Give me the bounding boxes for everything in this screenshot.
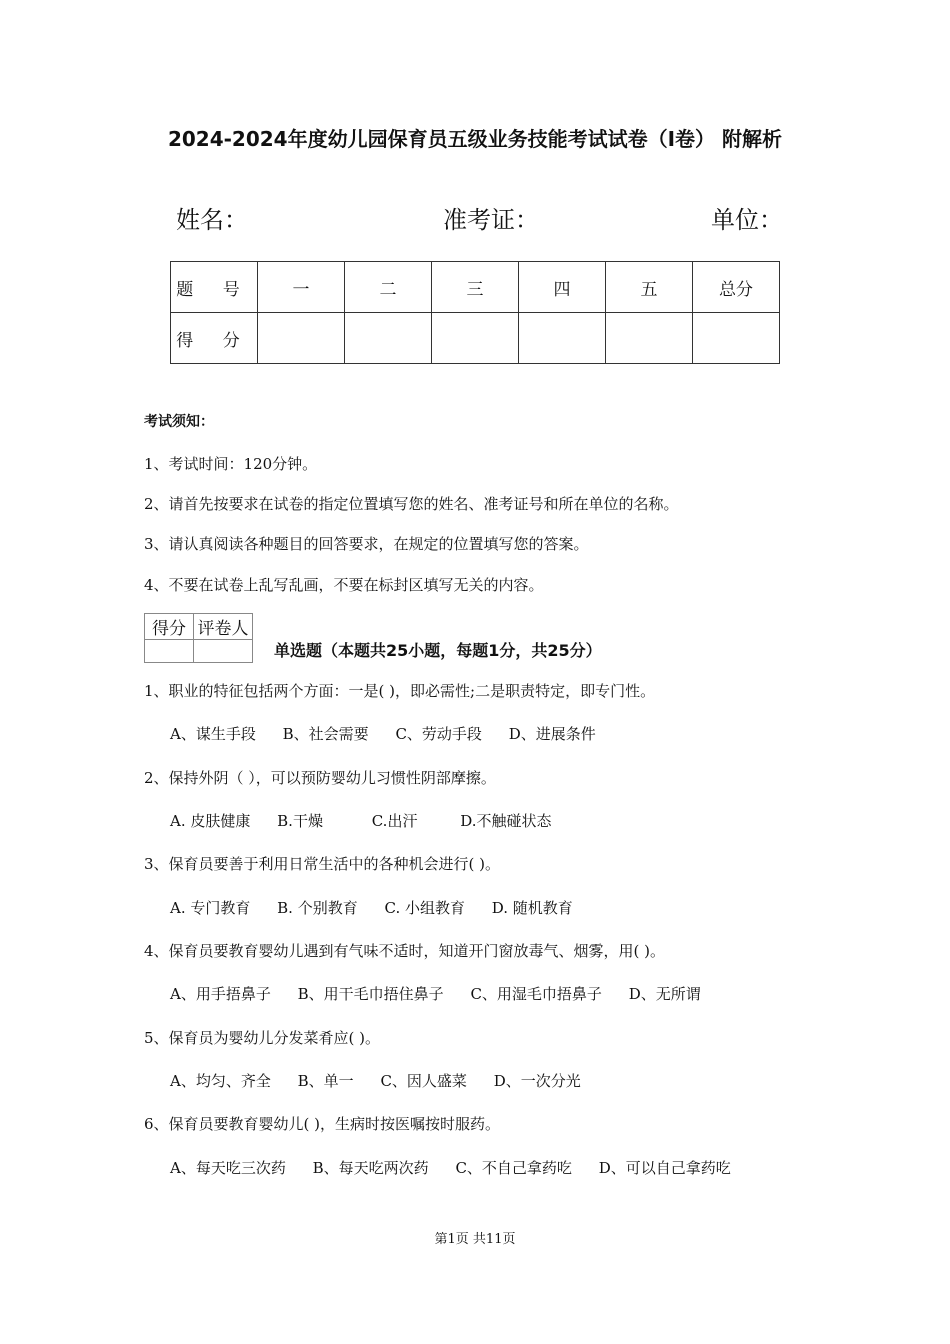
- candidate-fields: [0, 200, 950, 240]
- option[interactable]: C.出汗: [371, 812, 418, 830]
- grader-score-cell[interactable]: [145, 640, 194, 663]
- score-table-column: 五: [606, 262, 693, 313]
- notice-item: 2、请首先按要求在试卷的指定位置填写您的姓名、准考证号和所在单位的名称。: [144, 495, 679, 513]
- option[interactable]: A、每天吃三次药: [170, 1159, 286, 1177]
- document-title: 2024-2024年度幼儿园保育员五级业务技能考试试卷（I卷） 附解析: [167, 127, 783, 151]
- score-table-score-row: [171, 313, 780, 364]
- score-cell[interactable]: [432, 313, 519, 364]
- option[interactable]: D. 随机教育: [491, 899, 573, 917]
- notice-heading: 考试须知：: [144, 414, 214, 430]
- grader-score-label: 得分: [145, 614, 194, 640]
- question-text: 5、保育员为婴幼儿分发菜肴应( )。: [144, 1029, 381, 1047]
- notice-item: 4、不要在试卷上乱写乱画，不要在标封区填写无关的内容。: [144, 576, 544, 594]
- score-table-column: 总分: [693, 262, 780, 313]
- question-options: [170, 1070, 603, 1091]
- grader-name-cell[interactable]: [194, 640, 253, 663]
- option[interactable]: B、每天吃两次药: [312, 1159, 429, 1177]
- option[interactable]: B、单一: [297, 1072, 354, 1090]
- option[interactable]: B、用干毛巾捂住鼻子: [297, 985, 444, 1003]
- section-title: 单选题（本题共25小题，每题1分，共25分）: [274, 641, 602, 660]
- option[interactable]: D、一次分光: [493, 1072, 581, 1090]
- option[interactable]: A、用手捂鼻子: [170, 985, 271, 1003]
- option[interactable]: B. 个别教育: [277, 899, 358, 917]
- score-cell[interactable]: [258, 313, 345, 364]
- score-cell[interactable]: [345, 313, 432, 364]
- option[interactable]: C. 小组教育: [384, 899, 465, 917]
- option[interactable]: D、无所谓: [628, 985, 701, 1003]
- option[interactable]: A. 皮肤健康: [170, 812, 251, 830]
- score-table-header-label: 题 号: [171, 262, 258, 313]
- option[interactable]: C、劳动手段: [395, 725, 482, 743]
- option[interactable]: A、均匀、齐全: [170, 1072, 271, 1090]
- question-options: [170, 1157, 753, 1178]
- option[interactable]: B.干燥: [277, 812, 323, 830]
- option[interactable]: C、用湿毛巾捂鼻子: [470, 985, 602, 1003]
- question-options: [170, 983, 723, 1004]
- option[interactable]: C、因人盛菜: [380, 1072, 467, 1090]
- score-table-column: 二: [345, 262, 432, 313]
- score-table-column: 四: [519, 262, 606, 313]
- score-cell[interactable]: [519, 313, 606, 364]
- notice-item: 1、考试时间：120分钟。: [144, 455, 318, 473]
- score-table-row-label: 得 分: [171, 313, 258, 364]
- score-table: [170, 261, 780, 364]
- question-text: 2、保持外阴（ ），可以预防婴幼儿习惯性阴部摩擦。: [144, 769, 496, 787]
- grader-name-label: 评卷人: [194, 614, 253, 640]
- question-options: [170, 723, 618, 744]
- question-options: [170, 810, 574, 831]
- exam-id-field-label[interactable]: 准考证：: [443, 206, 539, 234]
- question-text: 4、保育员要教育婴幼儿遇到有气味不适时，知道开门窗放毒气、烟雾，用( )。: [144, 942, 666, 960]
- option[interactable]: A. 专门教育: [170, 899, 251, 917]
- option[interactable]: D、进展条件: [508, 725, 596, 743]
- score-cell[interactable]: [693, 313, 780, 364]
- question-text: 1、职业的特征包括两个方面：一是( )，即必需性;二是职责特定，即专门性。: [144, 682, 656, 700]
- name-field-label[interactable]: 姓名：: [176, 206, 248, 234]
- option[interactable]: D、可以自己拿药吃: [598, 1159, 731, 1177]
- notice-item: 3、请认真阅读各种题目的回答要求，在规定的位置填写您的答案。: [144, 535, 589, 553]
- grader-box: [144, 613, 253, 663]
- question-text: 6、保育员要教育婴幼儿( )，生病时按医嘱按时服药。: [144, 1115, 501, 1133]
- page-footer: 第1页 共11页: [434, 1232, 516, 1247]
- unit-field-label[interactable]: 单位：: [711, 206, 783, 234]
- option[interactable]: B、社会需要: [282, 725, 369, 743]
- score-table-header-row: [171, 262, 780, 313]
- score-table-column: 一: [258, 262, 345, 313]
- option[interactable]: C、不自己拿药吃: [455, 1159, 572, 1177]
- option[interactable]: D.不触碰状态: [460, 812, 552, 830]
- option[interactable]: A、谋生手段: [170, 725, 256, 743]
- question-options: [170, 897, 595, 918]
- question-text: 3、保育员要善于利用日常生活中的各种机会进行( )。: [144, 855, 501, 873]
- score-cell[interactable]: [606, 313, 693, 364]
- score-table-column: 三: [432, 262, 519, 313]
